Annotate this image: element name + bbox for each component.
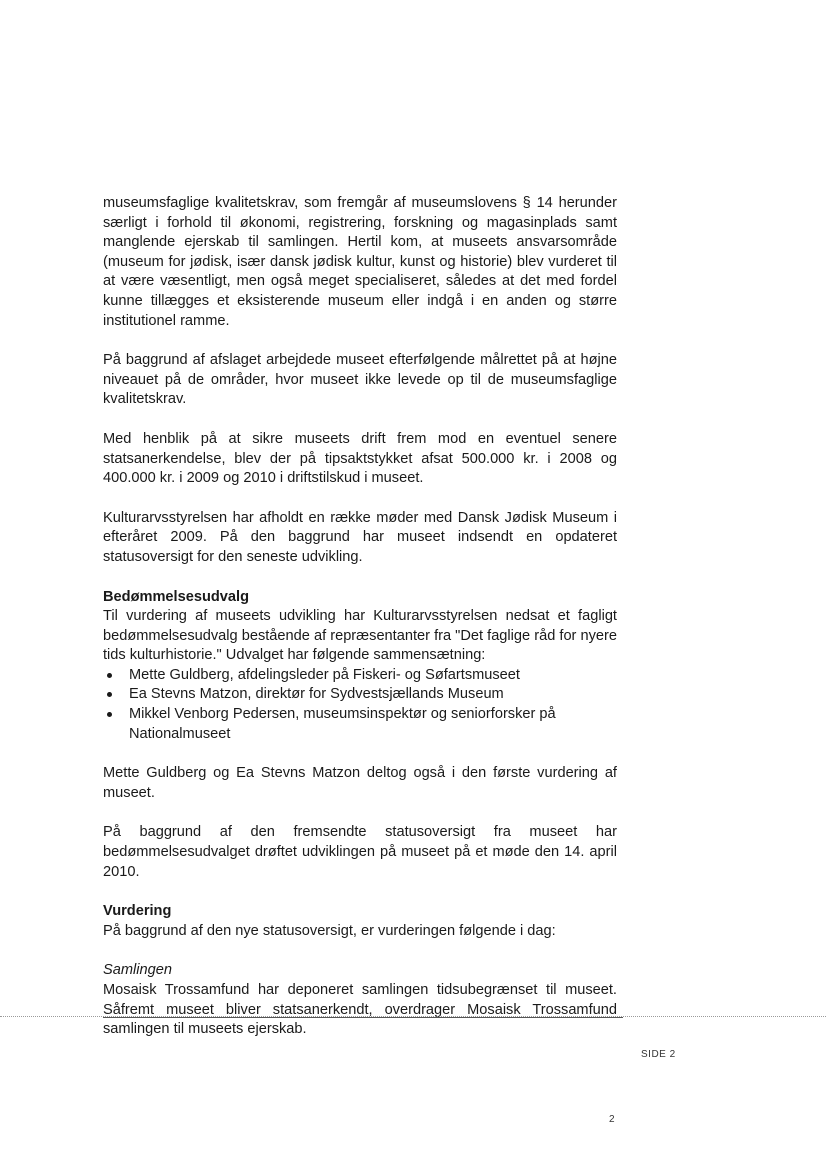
page-number: 2 (609, 1114, 615, 1125)
subsection-heading: Samlingen (103, 962, 172, 979)
paragraph: På baggrund af den fremsendte statusoversigt fra museet har bedømmelsesudvalget drøftet udviklingen på museet på et møde den 14. april 2010. (103, 824, 617, 880)
side-label: SIDE 2 (641, 1049, 676, 1060)
list-item: Mette Guldberg, afdelingsleder på Fiskeri- og Søfartsmuseet (103, 666, 617, 686)
list-item: Ea Stevns Matzon, direktør for Sydvestsjællands Museum (103, 685, 617, 705)
paragraph: Mette Guldberg og Ea Stevns Matzon deltog også i den første vurdering af museet. (103, 765, 617, 801)
paragraph: Til vurdering af museets udvikling har Kulturarvsstyrelsen nedsat et fagligt bedømmelsesudvalg bestående af repræsentanter fra "Det faglige råd for nyere tids kulturhistorie." Udvalget har følgende sammensætning: (103, 608, 617, 664)
paragraph: museumsfaglige kvalitetskrav, som fremgår af museumslovens § 14 herunder særligt i forhold til økonomi, registrering, forskning og magasinplads samt manglende ejerskab til samlingen. Hertil kom, at museets ansvarsområde (museum for jødisk, især dansk jødisk kultur, kunst og historie) blev vurderet til at være væsentligt, men også meget specialiseret, således at det med fordel kunne tillægges et eksisterende museum eller indgå i en anden og større institutionel ramme. (103, 195, 617, 329)
member-list (103, 666, 617, 744)
section-heading: Vurdering (103, 903, 172, 920)
paragraph: Mosaisk Trossamfund har deponeret samlingen tidsubegrænset til museet. Såfremt museet bliver statsanerkendt, overdrager Mosaisk Trossamfund samlingen til museets ejerskab. (103, 982, 617, 1038)
underline-marking (103, 1017, 623, 1018)
document-body (103, 194, 617, 1040)
list-item: Mikkel Venborg Pedersen, museumsinspektør og seniorforsker på Nationalmuseet (103, 705, 617, 744)
paragraph: På baggrund af afslaget arbejdede museet efterfølgende målrettet på at højne niveauet på de områder, hvor museet ikke levede op til de museumsfaglige kvalitetskrav. (103, 352, 617, 408)
paragraph: På baggrund af den nye statusoversigt, er vurderingen følgende i dag: (103, 922, 556, 939)
section-heading: Bedømmelsesudvalg (103, 588, 249, 605)
paragraph: Kulturarvsstyrelsen har afholdt en række møder med Dansk Jødisk Museum i efteråret 2009. På den baggrund har museet indsendt en opdateret statusoversigt for den seneste udvikling. (103, 509, 617, 565)
paragraph: Med henblik på at sikre museets drift frem mod en eventuel senere statsanerkendelse, blev der på tipsaktstykket afsat 500.000 kr. i 2008 og 400.000 kr. i 2009 og 2010 i driftstilskud i museet. (103, 430, 617, 487)
